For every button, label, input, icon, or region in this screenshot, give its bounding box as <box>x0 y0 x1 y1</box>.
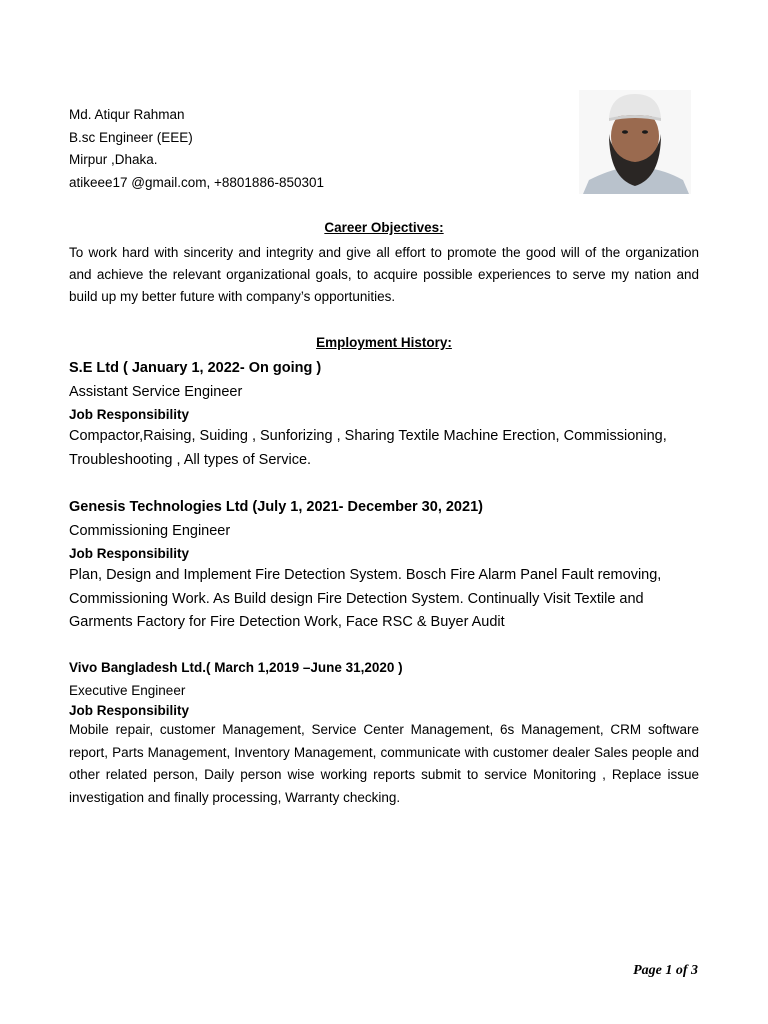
employment-history-heading: Employment History: <box>316 335 452 350</box>
job-company: S.E Ltd ( January 1, 2022- On going ) <box>69 360 322 376</box>
job-description: Mobile repair, customer Management, Service Center Management, 6s Management, CRM software report, Parts Management, Inventory Management, communicate with customer dealer Sales people and other related person, Daily person wise working reports submit to service Monitoring , Replace issue investigation and finally processing, Warranty checking. <box>69 722 699 805</box>
job-entry-1 <box>69 357 699 472</box>
page-number: Page 1 of 3 <box>633 963 698 978</box>
contact-header <box>69 104 324 194</box>
job-company: Genesis Technologies Ltd (July 1, 2021- December 30, 2021) <box>69 499 483 515</box>
applicant-name: Md. Atiqur Rahman <box>69 107 185 122</box>
job-position: Assistant Service Engineer <box>69 383 243 400</box>
job-company: Vivo Bangladesh Ltd.( March 1,2019 –June 31,2020 ) <box>69 660 403 675</box>
job-entry-2 <box>69 496 699 635</box>
applicant-address: Mirpur ,Dhaka. <box>69 152 158 167</box>
profile-photo <box>579 90 691 194</box>
profile-photo-icon <box>579 90 691 194</box>
job-entry-3 <box>69 657 699 809</box>
job-position: Commissioning Engineer <box>69 522 231 539</box>
career-objectives-heading: Career Objectives: <box>324 220 444 235</box>
applicant-contact: atikeee17 @gmail.com, +8801886-850301 <box>69 174 325 190</box>
job-responsibility-label: Job Responsibility <box>69 407 190 422</box>
job-responsibility-label: Job Responsibility <box>69 703 190 718</box>
job-position: Executive Engineer <box>69 682 186 698</box>
applicant-degree: B.sc Engineer (EEE) <box>69 129 193 145</box>
career-objectives-text: To work hard with sincerity and integrity and give all effort to promote the good will of the organization and achieve the relevant organizational goals, to acquire possible experiences to serve my nation and build up my better future with company’s opportunities. <box>69 245 699 304</box>
job-description: Compactor,Raising, Suiding , Sunforizing , Sharing Textile Machine Erection, Commissioning, Troubleshooting , All types of Service. <box>69 428 667 468</box>
job-description: Plan, Design and Implement Fire Detection System. Bosch Fire Alarm Panel Fault removing, Commissioning Work. As Build design Fire Detection System. Continually Visit Textile and Garments Factory for Fire Detection Work, Face RSC & Buyer Audit <box>69 567 662 630</box>
job-responsibility-label: Job Responsibility <box>69 546 190 561</box>
